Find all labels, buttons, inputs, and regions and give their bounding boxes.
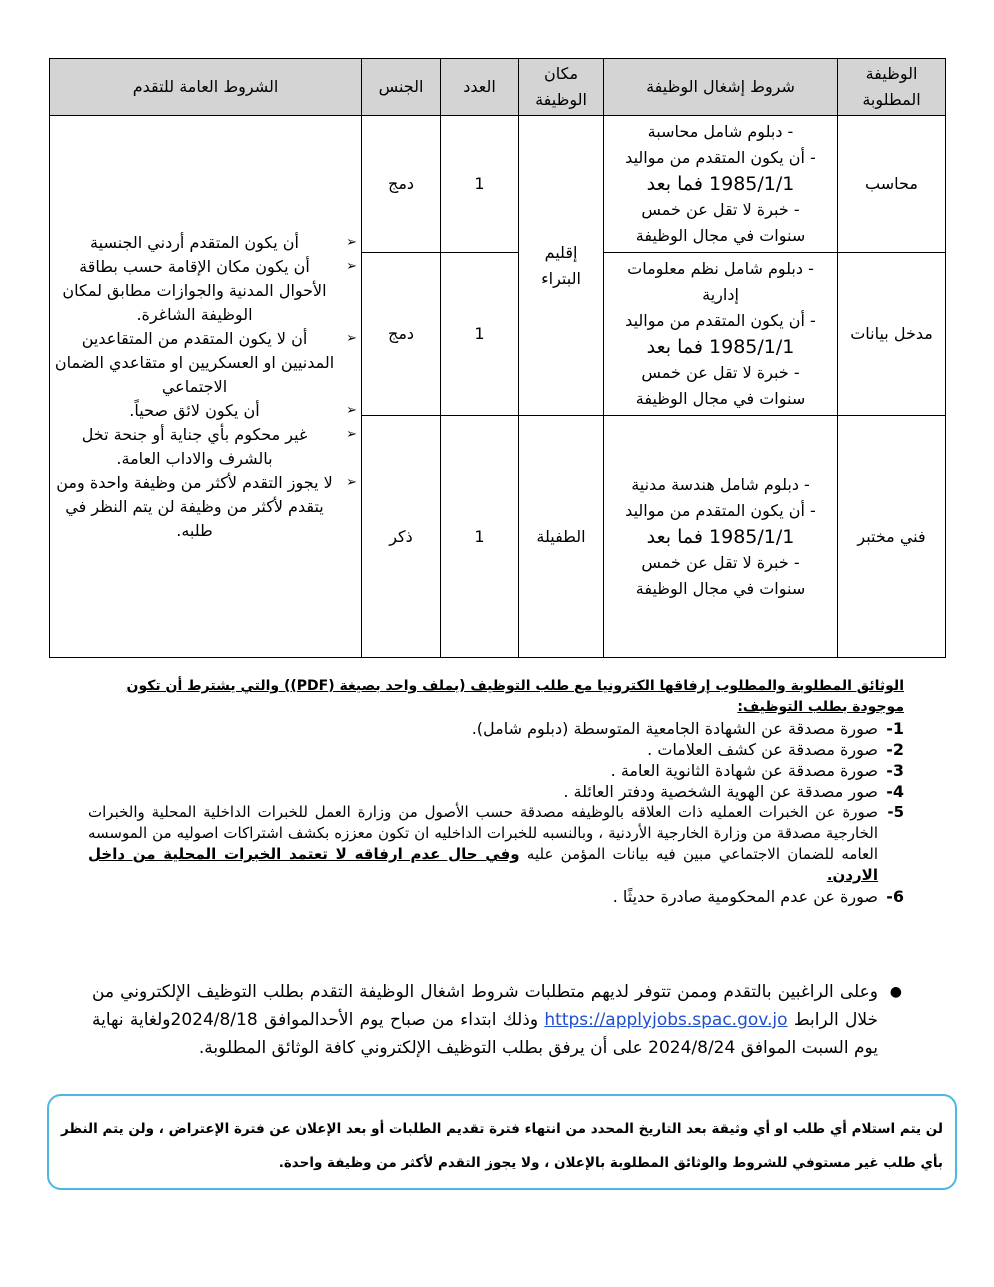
general-item: ➢ غير محكوم بأي جناية أو جنحة تخل بالشرف والاداب العامة. bbox=[81, 424, 357, 468]
condition-line: 1985/1/1 فما بعد bbox=[646, 173, 795, 195]
document-item: 2- صورة مصدقة عن كشف العلامات . bbox=[647, 740, 904, 759]
general-conditions bbox=[50, 116, 362, 658]
condition-line: 1985/1/1 فما بعد bbox=[646, 525, 795, 548]
header-job: الوظيفة المطلوبة bbox=[838, 59, 946, 116]
job-gender: ذكر bbox=[362, 416, 441, 658]
job-location: الطفيلة bbox=[519, 416, 604, 658]
table-row bbox=[50, 116, 946, 253]
check-arrow-icon: ➢ bbox=[346, 234, 357, 250]
job-count: 1 bbox=[441, 253, 519, 416]
document-item: 5- صورة عن الخبرات العمليه ذات العلاقه بالوظيفه مصدقة حسب الأصول من وزارة العمل للخبرات الداخلية المحلية والخبرات الخارجية مصدقة من وزارة الخارجية الأردنية ، وبالنسبه للخبرات الداخليه ان تكون معززه بكشف اشتراكات اصوليه من الموسسه العامه للضمان الاجتماعي مبين فيه بيانات المؤمن عليه وفي حال عدم ارفاقه لا تعتمد الخبرات المحلية من داخل الاردن. bbox=[88, 803, 904, 884]
general-item: ➢ أن يكون المتقدم أردني الجنسية bbox=[54, 231, 357, 255]
header-conditions: شروط إشغال الوظيفة bbox=[604, 59, 838, 116]
job-title: فني مختبر bbox=[838, 416, 946, 658]
check-arrow-icon: ➢ bbox=[346, 258, 357, 274]
general-item: ➢ أن يكون مكان الإقامة حسب بطاقة الأحوال المدنية والجوازات مطابق لمكان الوظيفة الشاغرة. bbox=[62, 256, 357, 324]
condition-line: - دبلوم شامل هندسة مدنية bbox=[631, 474, 810, 494]
document-item: 4- صور مصدقة عن الهوية الشخصية ودفتر العائلة . bbox=[563, 782, 904, 801]
documents-list bbox=[88, 718, 904, 907]
job-gender: دمج bbox=[362, 116, 441, 253]
job-conditions bbox=[604, 116, 838, 253]
table-header-row bbox=[50, 59, 946, 116]
documents-heading: الوثائق المطلوبة والمطلوب إرفاقها الكترونيا مع طلب التوظيف (بملف واحد بصيغة (PDF)) والتي يشترط أن تكون موجودة بطلب التوظيف: bbox=[126, 678, 904, 715]
condition-line: - أن يكون المتقدم من مواليد bbox=[625, 500, 816, 520]
general-item: ➢ لا يجوز التقدم لأكثر من وظيفة واحدة ومن يتقدم لأكثر من وظيفة لن يتم النظر في طلبه. bbox=[56, 472, 357, 540]
job-location: إقليم البتراء bbox=[519, 116, 604, 416]
condition-line: إدارية bbox=[702, 285, 739, 304]
job-conditions bbox=[604, 416, 838, 658]
condition-line: - خبرة لا تقل عن خمس bbox=[641, 552, 800, 572]
condition-line: - أن يكون المتقدم من مواليد bbox=[625, 311, 816, 330]
document-item: 1- صورة مصدقة عن الشهادة الجامعية المتوسطة (دبلوم شامل). bbox=[471, 719, 904, 738]
check-arrow-icon: ➢ bbox=[346, 474, 357, 490]
apply-link[interactable]: https://applyjobs.spac.gov.jo bbox=[544, 1010, 788, 1030]
job-gender: دمج bbox=[362, 253, 441, 416]
condition-line: - خبرة لا تقل عن خمس bbox=[641, 200, 800, 219]
job-title: مدخل بيانات bbox=[838, 253, 946, 416]
jobs-table bbox=[49, 58, 946, 658]
condition-line: 1985/1/1 فما بعد bbox=[646, 336, 795, 358]
document-item: 3- صورة مصدقة عن شهادة الثانوية العامة . bbox=[610, 761, 904, 780]
application-instructions: ● وعلى الراغبين بالتقدم وممن تتوفر لديهم متطلبات شروط اشغال الوظيفة التقدم بطلب التوظيف الإلكتروني من خلال الرابط https://applyjobs.spac.gov.jo وذلك ابتداء من صباح يوم الأحدالموافق 2024/8/18ولغاية نهاية يوم السبت الموافق 2024/8/24 على أن يرفق بطلب التوظيف الإلكتروني كافة الوثائق المطلوبة. bbox=[92, 978, 902, 1062]
condition-line: - خبرة لا تقل عن خمس bbox=[641, 363, 800, 382]
job-title: محاسب bbox=[838, 116, 946, 253]
check-arrow-icon: ➢ bbox=[346, 330, 357, 346]
document-item: 6- صورة عن عدم المحكومية صادرة حديثًا . bbox=[612, 887, 904, 906]
condition-line: - دبلوم شامل محاسبة bbox=[647, 122, 794, 141]
job-count: 1 bbox=[441, 416, 519, 658]
condition-line: سنوات في مجال الوظيفة bbox=[635, 578, 806, 598]
bullet-icon: ● bbox=[889, 984, 902, 1000]
job-conditions bbox=[604, 253, 838, 416]
required-documents bbox=[88, 676, 904, 907]
condition-line: سنوات في مجال الوظيفة bbox=[635, 389, 806, 408]
job-count: 1 bbox=[441, 116, 519, 253]
header-gender: الجنس bbox=[362, 59, 441, 116]
header-general: الشروط العامة للتقدم bbox=[50, 59, 362, 116]
notice-box: لن يتم استلام أي طلب او أي وثيقة بعد التاريخ المحدد من انتهاء فترة تقديم الطلبات أو بعد الإعلان عن فترة الإعتراض ، ولن يتم النظر بأي طلب غير مستوفي للشروط والوثائق المطلوبة بالإعلان ، ولا يجوز التقدم لأكثر من وظيفة واحدة. bbox=[47, 1094, 957, 1190]
general-item: ➢ أن لا يكون المتقدم من المتقاعدين المدنيين او العسكريين او متقاعدي الضمان الاجتماعي bbox=[54, 328, 357, 396]
condition-line: سنوات في مجال الوظيفة bbox=[635, 226, 806, 245]
header-location: مكان الوظيفة bbox=[519, 59, 604, 116]
header-count: العدد bbox=[441, 59, 519, 116]
general-item: ➢ أن يكون لائق صحياً. bbox=[54, 399, 357, 423]
condition-line: - أن يكون المتقدم من مواليد bbox=[625, 148, 816, 167]
check-arrow-icon: ➢ bbox=[346, 402, 357, 418]
condition-line: - دبلوم شامل نظم معلومات bbox=[627, 259, 814, 278]
local-experience-warning: وفي حال عدم ارفاقه لا تعتمد الخبرات المحلية من داخل الاردن. bbox=[88, 845, 878, 884]
check-arrow-icon: ➢ bbox=[346, 426, 357, 442]
